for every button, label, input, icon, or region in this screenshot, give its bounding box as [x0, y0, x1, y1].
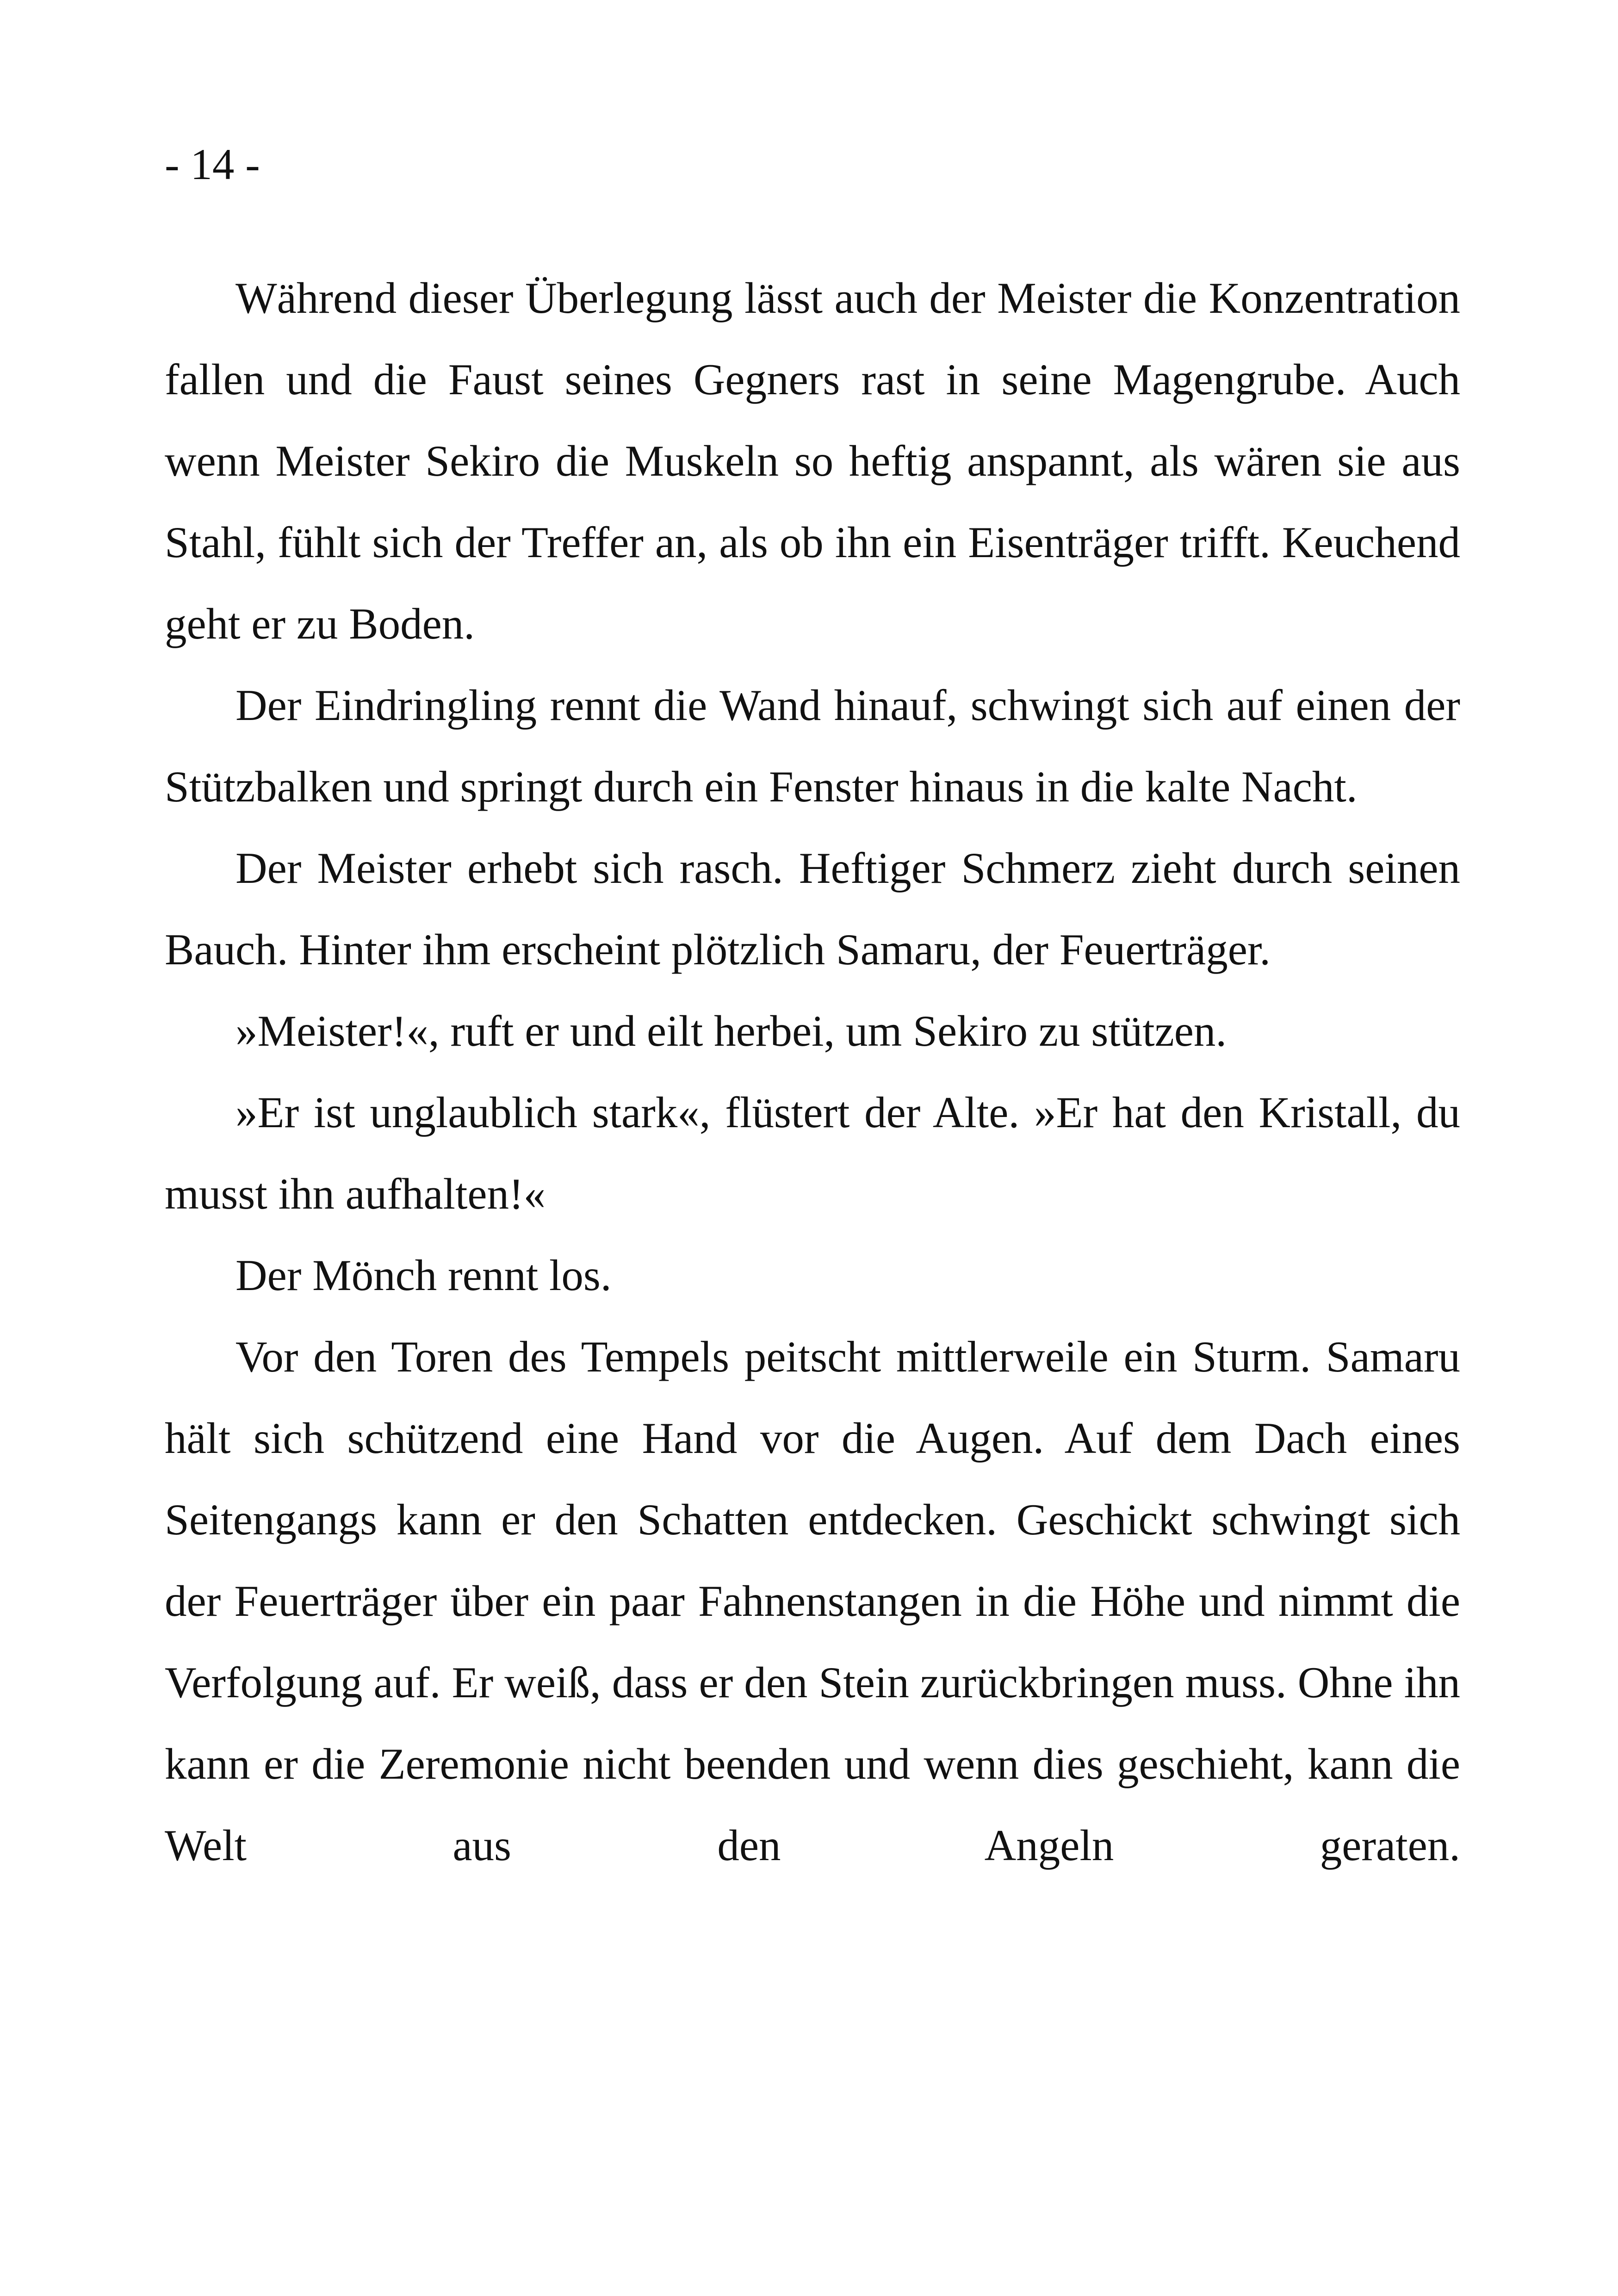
paragraph: »Meister!«, ruft er und eilt herbei, um Sekiro zu stützen. [236, 1006, 1227, 1055]
paragraph: Vor den Toren des Tempels peitscht mittlerweile ein Sturm. Samaru hält sich schützend eine Hand vor die Augen. Auf dem Dach eines Seitengangs kann er den Schatten entdecken. Geschickt schwingt sich der Feuerträger über ein paar Fahnenstangen in die Höhe und nimmt die Verfolgung auf. Er weiß, dass er den Stein zurückbringen muss. Ohne ihn kann er die Zeremonie nicht beenden und wenn dies geschieht, kann die Welt aus den Angeln geraten. [165, 1332, 1460, 1870]
paragraph: Der Meister erhebt sich rasch. Heftiger Schmerz zieht durch seinen Bauch. Hinter ihm erscheint plötzlich Samaru, der Feuerträger. [165, 844, 1460, 974]
paragraph: »Er ist unglaublich stark«, flüstert der Alte. »Er hat den Kristall, du musst ihn aufhalten!« [165, 1088, 1460, 1218]
body-text [165, 257, 1460, 1886]
page-number: - 14 - [165, 140, 260, 189]
paragraph: Der Eindringling rennt die Wand hinauf, schwingt sich auf einen der Stützbalken und springt durch ein Fenster hinaus in die kalte Nacht. [165, 681, 1460, 811]
paragraph: Während dieser Überlegung lässt auch der Meister die Konzentration fallen und die Faust seines Gegners rast in seine Magengrube. Auch wenn Meister Sekiro die Muskeln so heftig anspannt, als wären sie aus Stahl, fühlt sich der Treffer an, als ob ihn ein Eisenträger trifft. Keuchend geht er zu Boden. [165, 273, 1460, 648]
paragraph: Der Mönch rennt los. [236, 1251, 612, 1300]
